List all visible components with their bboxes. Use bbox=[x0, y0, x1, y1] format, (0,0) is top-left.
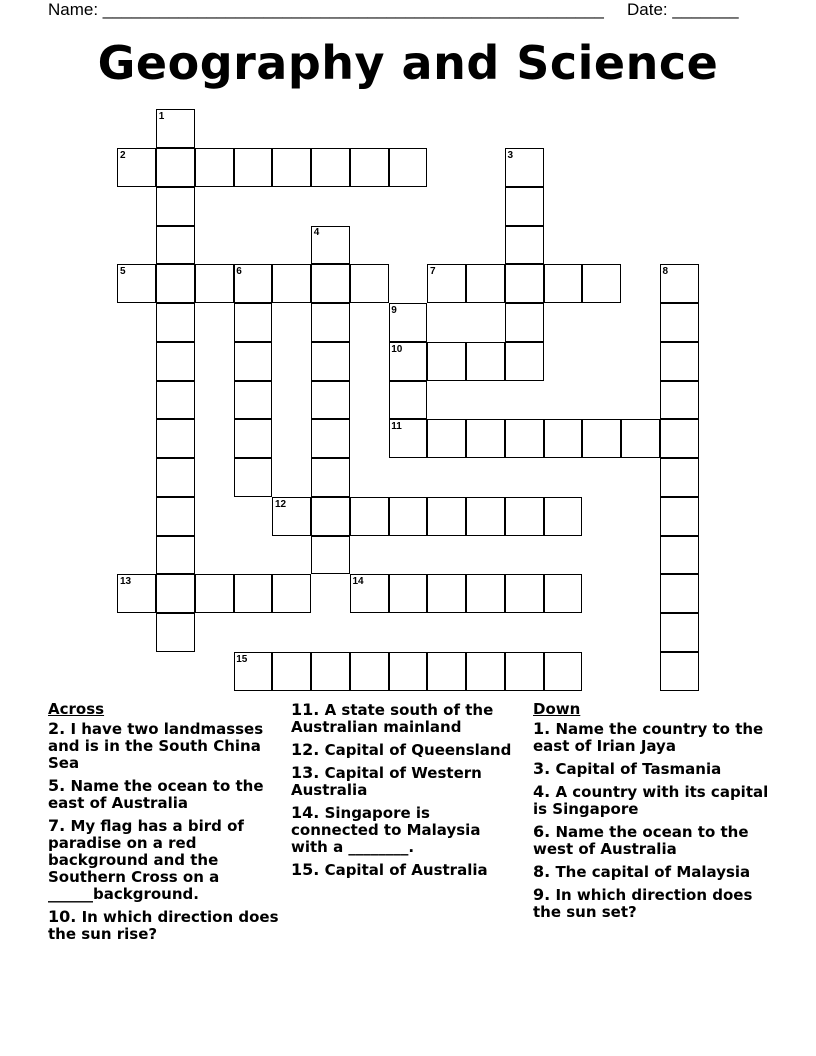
clue-item bbox=[48, 817, 284, 903]
clue-item-number: 3. bbox=[533, 759, 551, 778]
grid-cell[interactable] bbox=[311, 264, 350, 303]
across-heading: Across bbox=[48, 700, 105, 718]
clue-number: 10 bbox=[391, 343, 403, 355]
down-clues-column bbox=[533, 701, 773, 926]
grid-cell[interactable] bbox=[234, 381, 273, 420]
grid-cell[interactable] bbox=[660, 497, 699, 536]
clue-item bbox=[533, 823, 773, 858]
grid-cell[interactable] bbox=[544, 497, 583, 536]
clue-number: 7 bbox=[430, 266, 436, 277]
grid-cell[interactable] bbox=[156, 226, 195, 265]
grid-cell[interactable] bbox=[544, 574, 583, 613]
grid-cell[interactable] bbox=[272, 264, 311, 303]
grid-cell[interactable] bbox=[234, 574, 273, 613]
grid-cell[interactable] bbox=[195, 264, 234, 303]
clue-item-number: 7. bbox=[48, 816, 66, 835]
grid-cell[interactable] bbox=[156, 574, 195, 613]
clue-number: 13 bbox=[120, 576, 132, 587]
grid-cell[interactable] bbox=[427, 652, 466, 691]
grid-cell[interactable] bbox=[505, 419, 544, 458]
clue-item bbox=[533, 886, 773, 921]
grid-cell[interactable] bbox=[311, 458, 350, 497]
page-title: Geography and Science bbox=[97, 36, 719, 90]
grid-cell[interactable] bbox=[389, 497, 428, 536]
clue-number: 4 bbox=[313, 227, 320, 239]
grid-cell[interactable] bbox=[156, 381, 195, 420]
clue-item-text: A country with its capital is Singapore bbox=[533, 783, 769, 818]
clue-item bbox=[533, 720, 773, 755]
grid-cell[interactable] bbox=[466, 497, 505, 536]
clue-item-number: 14. bbox=[291, 803, 320, 822]
clue-number: 12 bbox=[275, 498, 287, 510]
grid-cell[interactable] bbox=[234, 303, 273, 342]
clue-number: 5 bbox=[120, 266, 126, 277]
across-clues-column-1 bbox=[48, 701, 284, 948]
grid-cell[interactable] bbox=[466, 574, 505, 613]
grid-cell[interactable] bbox=[505, 226, 544, 265]
grid-cell[interactable] bbox=[621, 419, 660, 458]
grid-cell[interactable] bbox=[156, 342, 195, 381]
clue-item-text: I have two landmasses and is in the South China Sea bbox=[48, 720, 264, 772]
clue-item-number: 12. bbox=[291, 740, 320, 759]
grid-cell[interactable] bbox=[389, 574, 428, 613]
clue-item-number: 9. bbox=[533, 885, 551, 904]
grid-cell[interactable] bbox=[350, 652, 389, 691]
grid-cell[interactable] bbox=[660, 613, 699, 652]
grid-cell[interactable] bbox=[660, 652, 699, 691]
clue-item bbox=[533, 760, 773, 778]
grid-cell[interactable] bbox=[389, 381, 428, 420]
date-label: Date: bbox=[627, 0, 673, 19]
grid-cell[interactable] bbox=[466, 264, 505, 303]
grid-cell[interactable] bbox=[544, 652, 583, 691]
grid-cell[interactable] bbox=[195, 574, 234, 613]
clue-item-text: Capital of Western Australia bbox=[291, 764, 482, 799]
grid-cell[interactable] bbox=[311, 652, 350, 691]
grid-cell[interactable] bbox=[350, 497, 389, 536]
grid-cell[interactable] bbox=[660, 342, 699, 381]
grid-cell[interactable] bbox=[544, 264, 583, 303]
clue-item bbox=[291, 741, 521, 759]
clue-item-text: Capital of Queensland bbox=[319, 741, 512, 759]
grid-cell[interactable] bbox=[427, 419, 466, 458]
grid-cell[interactable] bbox=[466, 342, 505, 381]
grid-cell[interactable] bbox=[311, 148, 350, 187]
grid-cell[interactable] bbox=[311, 497, 350, 536]
grid-cell[interactable] bbox=[505, 342, 544, 381]
clue-item-number: 10. bbox=[48, 907, 77, 926]
grid-cell[interactable] bbox=[505, 497, 544, 536]
clue-item-text: Capital of Australia bbox=[319, 861, 488, 879]
grid-cell[interactable] bbox=[427, 574, 466, 613]
grid-cell[interactable] bbox=[582, 419, 621, 458]
clue-item-text: In which direction does the sun rise? bbox=[48, 908, 279, 943]
grid-cell[interactable] bbox=[466, 419, 505, 458]
grid-cell[interactable] bbox=[389, 652, 428, 691]
grid-cell[interactable] bbox=[660, 574, 699, 613]
grid-cell[interactable] bbox=[350, 148, 389, 187]
grid-cell[interactable] bbox=[234, 419, 273, 458]
clue-item-text: My flag has a bird of paradise on a red background and the Southern Cross on a ______background. bbox=[48, 817, 244, 903]
grid-cell[interactable] bbox=[156, 303, 195, 342]
grid-cell[interactable] bbox=[156, 187, 195, 226]
grid-cell[interactable] bbox=[660, 381, 699, 420]
grid-cell[interactable] bbox=[505, 652, 544, 691]
clue-number: 9 bbox=[391, 304, 397, 316]
grid-cell[interactable] bbox=[156, 536, 195, 575]
clue-number: 3 bbox=[507, 149, 514, 161]
clue-item bbox=[48, 908, 284, 943]
clue-item-number: 15. bbox=[291, 860, 320, 879]
clue-item-text: In which direction does the sun set? bbox=[533, 886, 753, 921]
across-clues-column-2 bbox=[291, 701, 521, 884]
clue-item-number: 1. bbox=[533, 719, 551, 738]
grid-cell[interactable] bbox=[156, 264, 195, 303]
clue-item-text: Name the country to the east of Irian Jaya bbox=[533, 720, 764, 755]
grid-cell[interactable] bbox=[311, 419, 350, 458]
clue-item-text: Capital of Tasmania bbox=[550, 760, 722, 778]
clue-item-number: 8. bbox=[533, 862, 551, 881]
grid-cell[interactable] bbox=[660, 458, 699, 497]
grid-cell[interactable] bbox=[544, 419, 583, 458]
grid-cell[interactable] bbox=[350, 264, 389, 303]
clue-item-number: 2. bbox=[48, 719, 66, 738]
clue-item-number: 13. bbox=[291, 763, 320, 782]
clue-number: 11 bbox=[391, 421, 402, 432]
grid-cell[interactable] bbox=[272, 652, 311, 691]
clue-item bbox=[291, 804, 521, 856]
grid-cell[interactable] bbox=[156, 148, 195, 187]
down-heading: Down bbox=[533, 700, 581, 718]
grid-cell[interactable] bbox=[505, 574, 544, 613]
grid-cell[interactable] bbox=[466, 652, 505, 691]
clue-item bbox=[48, 720, 284, 772]
grid-cell[interactable] bbox=[660, 303, 699, 342]
clue-item-text: The capital of Malaysia bbox=[550, 863, 751, 881]
grid-cell[interactable] bbox=[234, 342, 273, 381]
clue-number: 1 bbox=[158, 111, 165, 122]
clue-item-number: 11. bbox=[291, 700, 320, 719]
grid-cell[interactable] bbox=[272, 574, 311, 613]
grid-cell[interactable] bbox=[311, 303, 350, 342]
clue-item-number: 4. bbox=[533, 782, 551, 801]
grid-cell[interactable] bbox=[311, 536, 350, 575]
clue-number: 15 bbox=[236, 653, 248, 665]
clue-item bbox=[48, 777, 284, 812]
grid-cell[interactable] bbox=[505, 187, 544, 226]
date-line: _______ bbox=[672, 0, 739, 19]
name-line: _____________________________________________________ bbox=[102, 0, 604, 19]
clue-number: 14 bbox=[352, 576, 364, 587]
grid-cell[interactable] bbox=[272, 148, 311, 187]
grid-cell[interactable] bbox=[660, 419, 699, 458]
grid-cell[interactable] bbox=[156, 613, 195, 652]
grid-cell[interactable] bbox=[505, 264, 544, 303]
clue-item bbox=[291, 861, 521, 879]
clue-number: 8 bbox=[662, 266, 669, 277]
clue-item-text: Name the ocean to the west of Australia bbox=[533, 823, 749, 858]
clue-item bbox=[533, 783, 773, 818]
grid-cell[interactable] bbox=[389, 148, 428, 187]
clue-item bbox=[291, 764, 521, 799]
grid-cell[interactable] bbox=[156, 458, 195, 497]
grid-cell[interactable] bbox=[195, 148, 234, 187]
clue-item bbox=[291, 701, 521, 736]
grid-cell[interactable] bbox=[234, 148, 273, 187]
clue-item-number: 5. bbox=[48, 776, 66, 795]
clue-item-text: Name the ocean to the east of Australia bbox=[48, 777, 264, 812]
name-label: Name: bbox=[48, 0, 103, 19]
grid-cell[interactable] bbox=[234, 458, 273, 497]
grid-cell[interactable] bbox=[427, 497, 466, 536]
grid-cell[interactable] bbox=[660, 536, 699, 575]
clue-item-number: 6. bbox=[533, 822, 551, 841]
clue-item-text: Singapore is connected to Malaysia with a ________. bbox=[291, 804, 481, 856]
clue-number: 6 bbox=[236, 266, 242, 277]
grid-cell[interactable] bbox=[311, 342, 350, 381]
clue-item-text: A state south of the Australian mainland bbox=[291, 701, 494, 736]
grid-cell[interactable] bbox=[505, 303, 544, 342]
grid-cell[interactable] bbox=[311, 381, 350, 420]
grid-cell[interactable] bbox=[582, 264, 621, 303]
grid-cell[interactable] bbox=[156, 497, 195, 536]
clue-number: 2 bbox=[120, 149, 126, 161]
grid-cell[interactable] bbox=[427, 342, 466, 381]
grid-cell[interactable] bbox=[156, 419, 195, 458]
clue-item bbox=[533, 863, 773, 881]
